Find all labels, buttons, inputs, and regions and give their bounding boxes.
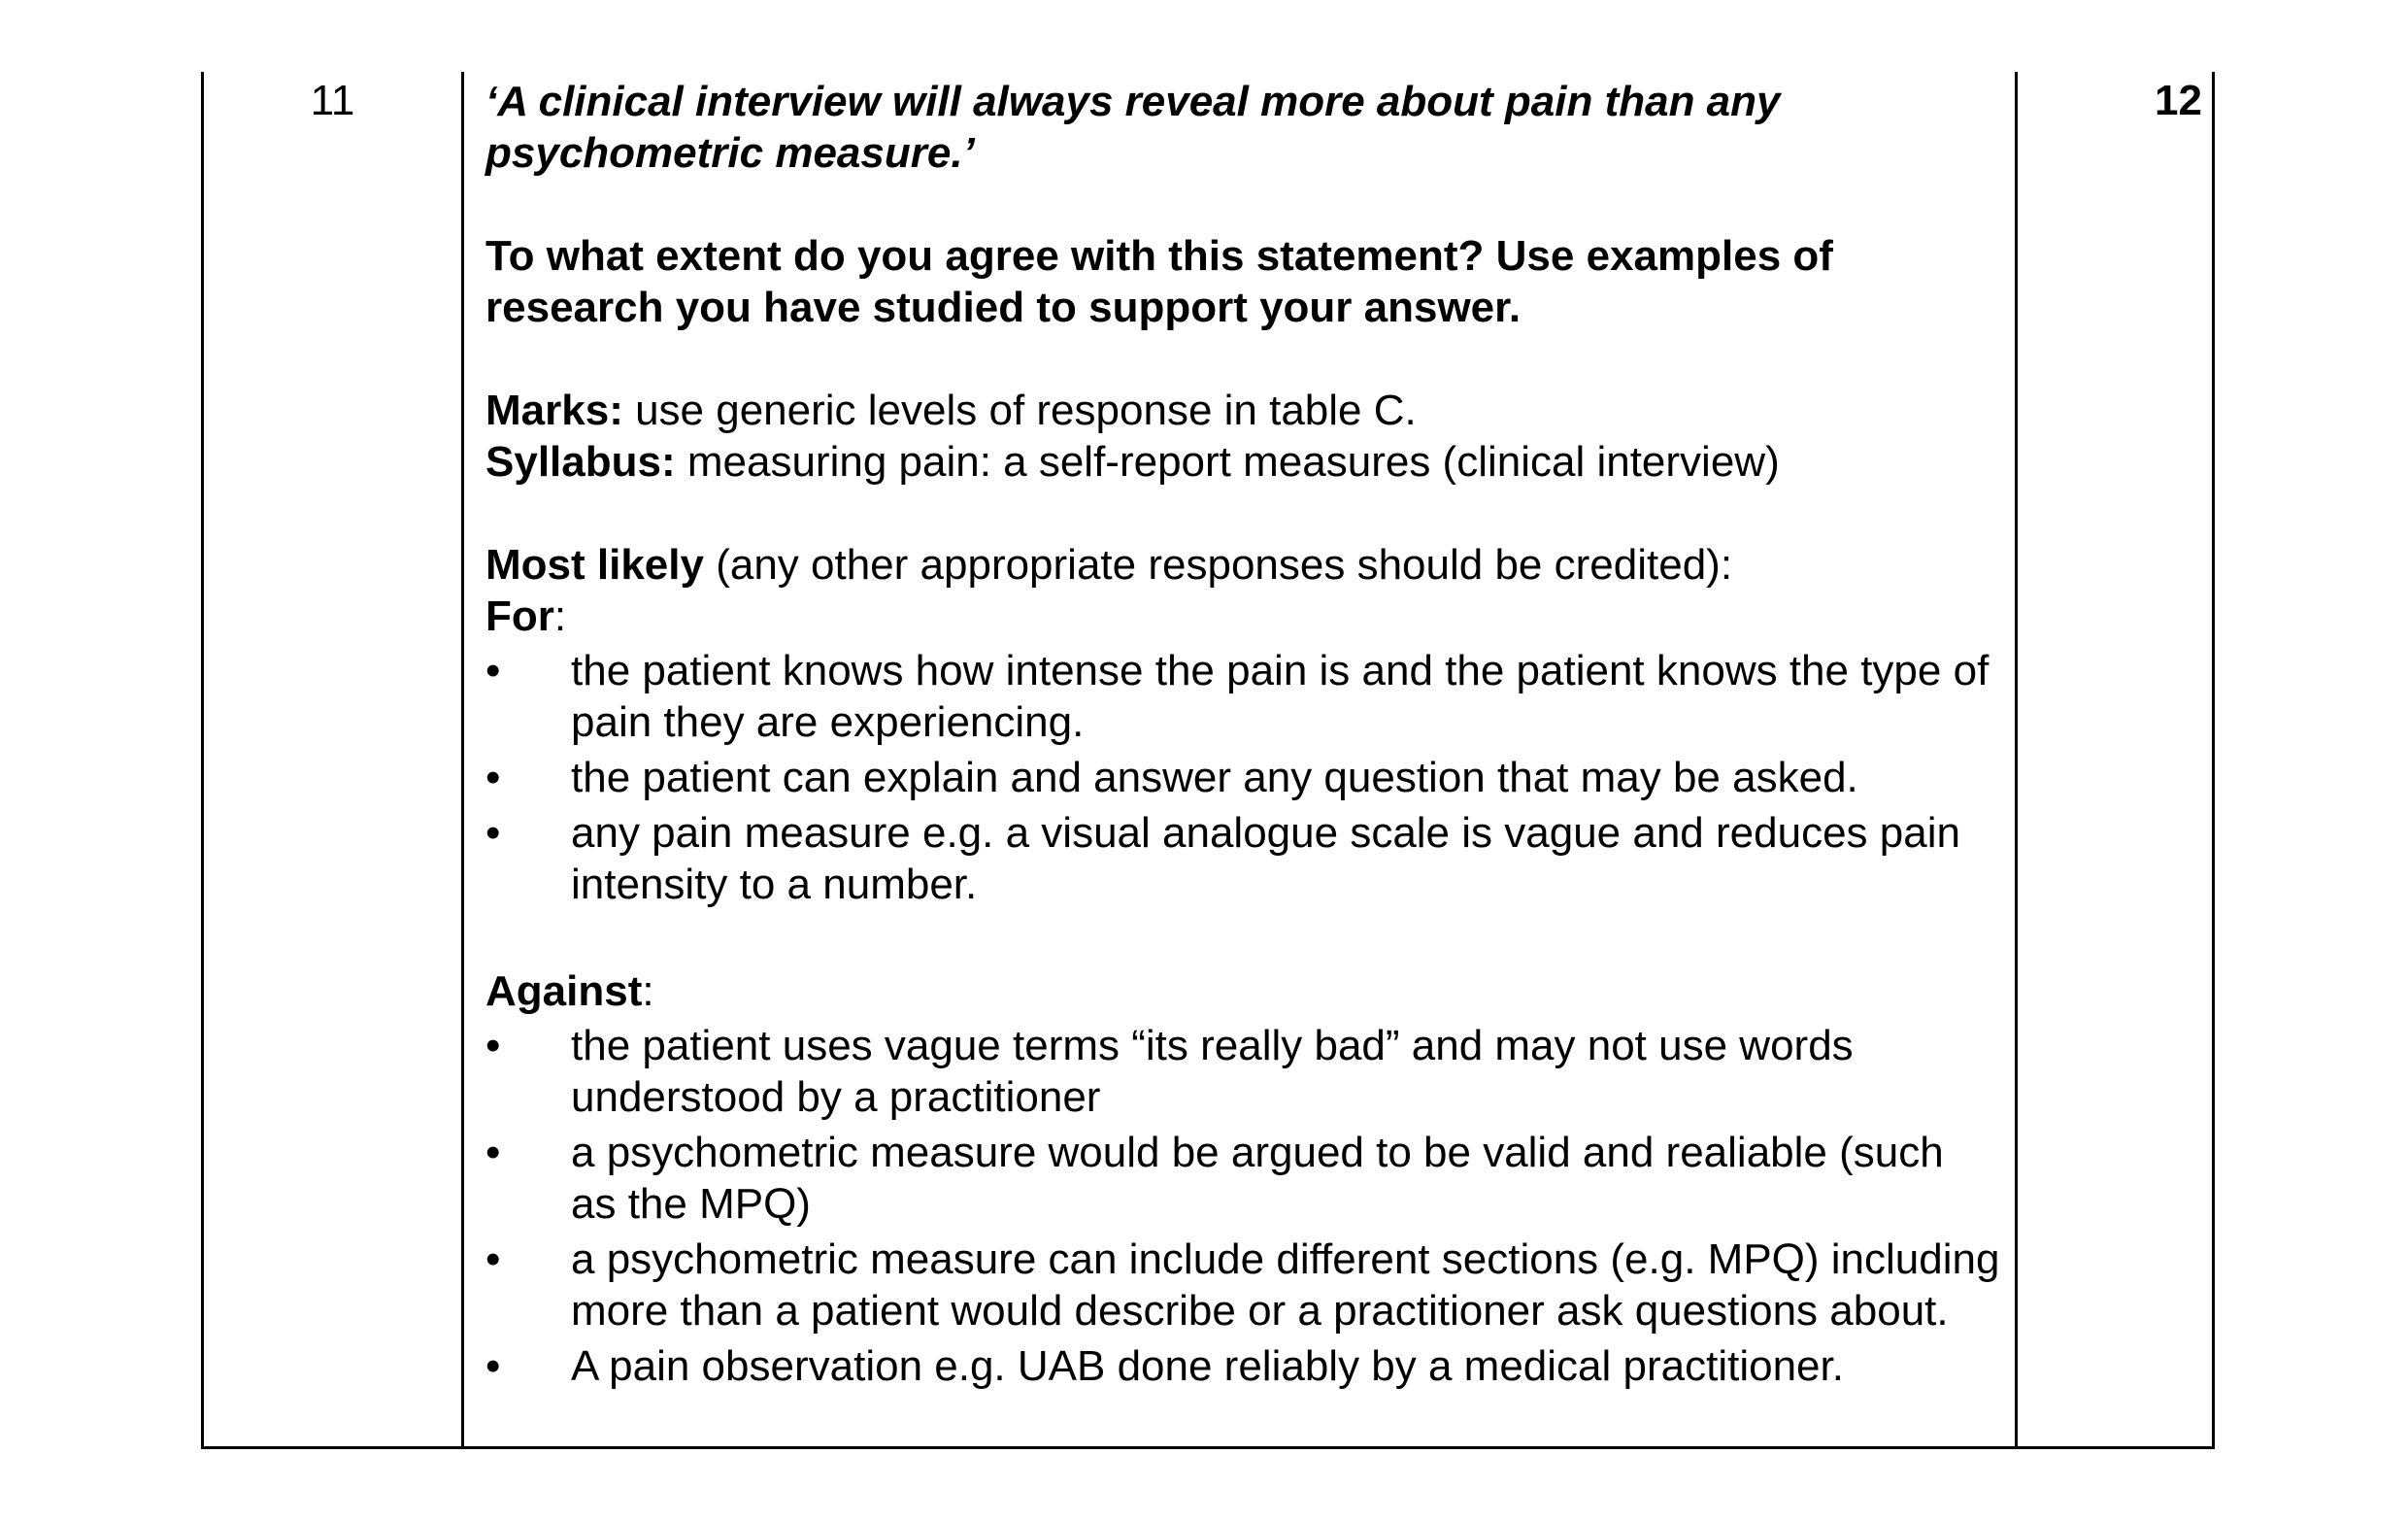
- marks-total: 12: [2155, 77, 2202, 124]
- bullet-icon: •: [485, 1235, 501, 1283]
- column-divider: [461, 72, 464, 1446]
- against-label: Against: [485, 967, 643, 1015]
- question-quote: ‘A clinical interview will always reveal more about pain than any psychometric measure.’: [485, 78, 1781, 177]
- bullet-icon: •: [485, 1022, 501, 1069]
- bullet-icon: •: [485, 1342, 501, 1390]
- list-item-text: a psychometric measure would be argued to be valid and realiable (such as the MPQ): [571, 1129, 1944, 1228]
- bullet-icon: •: [485, 754, 501, 801]
- marks-line: [485, 385, 2000, 436]
- marks-label: Marks:: [485, 387, 623, 434]
- for-colon: :: [553, 592, 567, 640]
- list-item-text: any pain measure e.g. a visual analogue scale is vague and reduces pain intensity to a number.: [571, 809, 1960, 908]
- list-item: [485, 1127, 2000, 1230]
- list-item: [485, 1234, 2000, 1336]
- most-likely-line: [485, 539, 2000, 591]
- list-item-text: the patient uses vague terms “its really bad” and may not use words understood by a practitioner: [571, 1022, 1854, 1121]
- question-number: 11: [310, 77, 355, 124]
- bullet-icon: •: [485, 647, 501, 694]
- list-item: [485, 752, 2000, 803]
- for-list: [485, 645, 2000, 910]
- against-colon: :: [642, 967, 654, 1015]
- against-list: [485, 1020, 2000, 1392]
- list-item: [485, 1340, 2000, 1392]
- list-item-text: the patient can explain and answer any question that may be asked.: [571, 754, 1858, 801]
- list-item-text: a psychometric measure can include different sections (e.g. MPQ) including more than a patient would describe or a practitioner ask questions about.: [571, 1235, 2000, 1335]
- list-item: [485, 645, 2000, 748]
- column-divider: [2015, 72, 2018, 1446]
- bullet-icon: •: [485, 809, 501, 857]
- list-item: [485, 807, 2000, 910]
- most-likely-text: (any other appropriate responses should be credited):: [703, 541, 1733, 589]
- list-item-text: A pain observation e.g. UAB done reliably by a medical practitioner.: [571, 1342, 1844, 1390]
- for-label: For: [485, 592, 554, 640]
- answer-guidance: [485, 76, 2000, 1396]
- list-item-text: the patient knows how intense the pain is and the patient knows the type of pain they are experiencing.: [571, 647, 1990, 746]
- question-task: To what extent do you agree with this statement? Use examples of research you have studied to support your answer.: [485, 232, 1833, 331]
- bullet-icon: •: [485, 1129, 501, 1176]
- most-likely-label: Most likely: [485, 541, 704, 589]
- syllabus-line: [485, 436, 2000, 488]
- syllabus-text: measuring pain: a self-report measures (clinical interview): [675, 438, 1780, 486]
- marks-text: use generic levels of response in table C.: [622, 387, 1417, 434]
- list-item: [485, 1020, 2000, 1123]
- syllabus-label: Syllabus:: [485, 438, 676, 486]
- for-heading: [485, 591, 2000, 642]
- against-heading: [485, 965, 2000, 1017]
- mark-scheme-table: [201, 72, 2215, 1449]
